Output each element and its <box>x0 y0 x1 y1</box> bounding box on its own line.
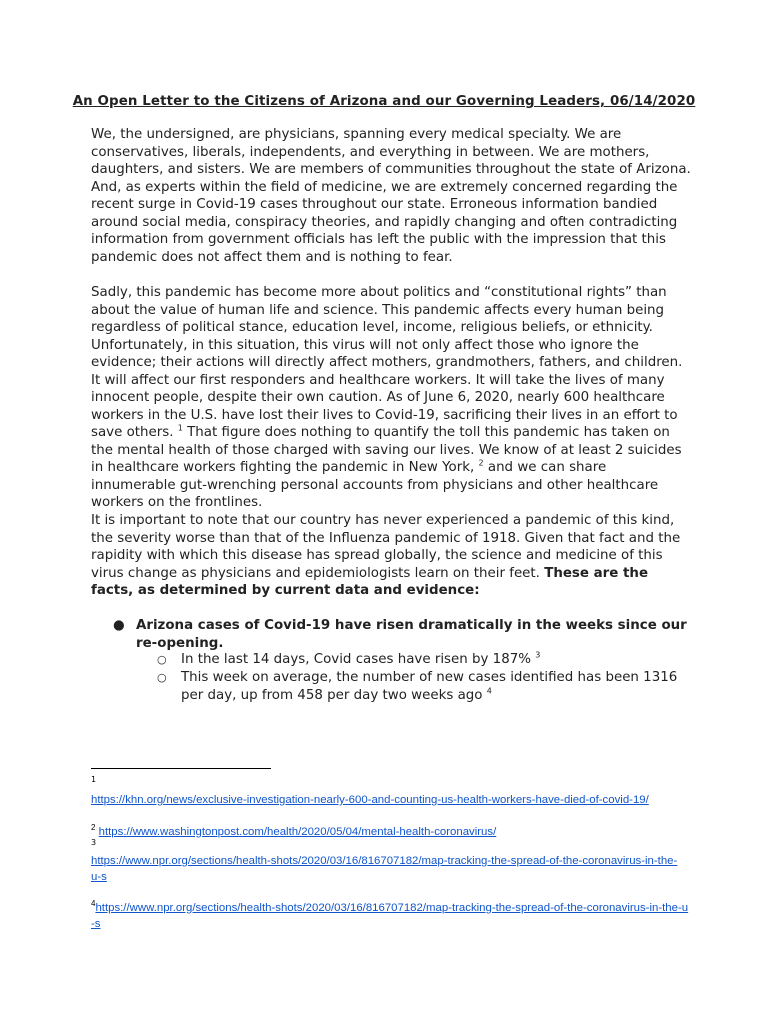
footnote-ref-3[interactable]: 3 <box>535 650 541 660</box>
sub-bullet-1-text: In the last 14 days, Covid cases have risen by 187% <box>181 652 531 667</box>
footnote-ref-2[interactable]: 2 <box>478 458 484 468</box>
paragraph-intro: We, the undersigned, are physicians, spanning every medical specialty. We are conservatives, liberals, independents, and everything in between. We are mothers, daughters, and sisters. We are members of communities throughout the state of Arizona. And, as experts within the field of medicine, we are extremely concerned regarding the recent surge in Covid-19 cases throughout our state. Erroneous information bandied around social media, conspiracy theories, and rapidly changing and often contradicting information from government officials has left the public with the impression that this pandemic does not affect them and is nothing to fear. <box>91 127 691 265</box>
paragraph-facts-intro <box>91 512 691 600</box>
sub-bullet-text <box>181 651 701 669</box>
footnote-number-4: 4 <box>91 899 96 909</box>
footnote-number-3: 3 <box>91 838 97 847</box>
circle-bullet-icon: ○ <box>157 671 167 684</box>
footnote-2 <box>91 824 691 840</box>
sub-bullet-2-text: This week on average, the number of new cases identified has been 1316 per day, up from 458 per day two weeks ago <box>181 670 678 703</box>
paragraph-politics <box>91 284 691 512</box>
footnote-link-3[interactable]: https://www.npr.org/sections/health-shots/2020/03/16/816707182/map-tracking-the-spread-of-the-coronavirus-in-the-u-s <box>91 855 678 883</box>
footnote-ref-4[interactable]: 4 <box>486 686 492 696</box>
facts-lead-in: These are the facts, as determined by current data and evidence: <box>91 565 649 598</box>
paragraph-politics-text-c: and we can share innumerable gut-wrenching personal accounts from physicians and other healthcare workers on the frontlines. <box>91 460 659 510</box>
footnote-4 <box>91 900 691 932</box>
circle-bullet-icon: ○ <box>157 653 167 666</box>
footnote-divider <box>91 768 271 769</box>
paragraph-politics-text-b: That figure does nothing to quantify the toll this pandemic has taken on the mental health of those charged with saving our lives. We know of at least 2 suicides in healthcare workers fighting the pandemic in New York, <box>91 425 682 475</box>
footnote-number-1: 1 <box>91 775 97 784</box>
footnote-number-2: 2 <box>91 823 96 833</box>
letter-title: An Open Letter to the Citizens of Arizona and our Governing Leaders, 06/14/2020 <box>72 94 696 109</box>
bullet-dot-icon: ● <box>113 618 125 633</box>
footnote-link-4[interactable]: https://www.npr.org/sections/health-shots/2020/03/16/816707182/map-tracking-the-spread-of-the-coronavirus-in-the-u-s <box>91 902 689 930</box>
footnote-ref-1[interactable]: 1 <box>177 423 183 433</box>
bullet-text: Arizona cases of Covid-19 have risen dramatically in the weeks since our re-opening. <box>136 618 687 651</box>
footnote-link-2[interactable]: https://www.washingtonpost.com/health/2020/05/04/mental-health-coronavirus/ <box>98 826 497 838</box>
sub-bullet-text <box>181 669 701 704</box>
footnote-link-1[interactable]: https://khn.org/news/exclusive-investigation-nearly-600-and-counting-us-health-workers-have-died-of-covid-19/ <box>91 794 649 806</box>
paragraph-facts-text: It is important to note that our country has never experienced a pandemic of this kind, the severity worse than that of the Influenza pandemic of 1918. Given that fact and the rapidity with which this disease has spread globally, the science and medicine of this virus change as physicians and epidemiologists learn on their feet. <box>91 513 681 581</box>
paragraph-politics-text-a: Sadly, this pandemic has become more about politics and “constitutional rights” than about the value of human life and science. This pandemic affects every human being regardless of political stance, education level, income, religious beliefs, or ethnicity. Unfortunately, in this situation, this virus will not only affect those who ignore the evidence; their actions will directly affect mothers, grandmothers, fathers, and children. It will affect our first responders and healthcare workers. It will take the lives of many innocent people, despite their own caution. As of June 6, 2020, nearly 600 healthcare workers in the U.S. have lost their lives to Covid-19, sacrificing their lives in an effort to save others. <box>91 285 683 440</box>
